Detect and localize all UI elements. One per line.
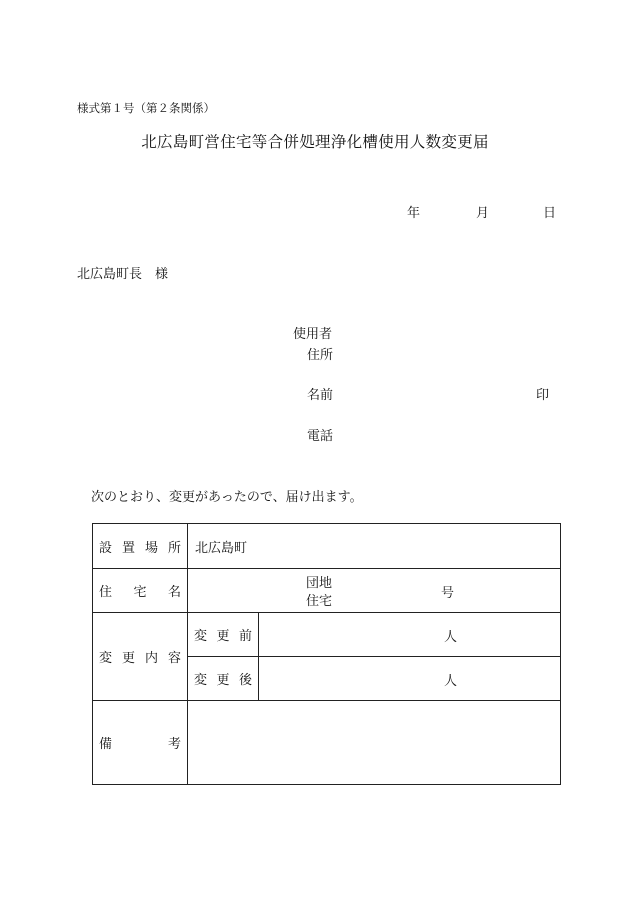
residence-label: 住 宅 名: [93, 569, 188, 613]
user-heading: 使用者: [293, 327, 333, 342]
before-label: 変 更 前: [188, 613, 259, 657]
jutaku-label: 住宅: [306, 594, 333, 609]
change-label: 変 更 内 容: [93, 613, 188, 701]
form-table: [92, 523, 561, 785]
seal-mark: 印: [536, 388, 550, 403]
residence-value[interactable]: [188, 569, 561, 613]
date-year-label: 年: [407, 206, 421, 221]
danchi-label: 団地: [306, 576, 333, 591]
location-label: 設 置 場 所: [93, 524, 188, 569]
person-unit-after: 人: [444, 674, 458, 689]
intro-text: 次のとおり、変更があったので、届け出ます。: [91, 490, 363, 505]
user-phone-label: 電話: [307, 429, 334, 444]
remarks-value[interactable]: [188, 701, 561, 785]
document-title: 北広島町営住宅等合併処理浄化槽使用人数変更届: [141, 133, 489, 151]
number-unit: 号: [441, 586, 455, 601]
remarks-label: 備 考: [93, 701, 188, 785]
date-month-label: 月: [476, 206, 490, 221]
remarks-row: [93, 701, 561, 785]
after-label: 変 更 後: [188, 657, 259, 701]
location-value[interactable]: 北広島町: [188, 524, 561, 569]
change-before-row: [93, 613, 561, 657]
residence-row: [93, 569, 561, 613]
addressee: 北広島町長 様: [77, 267, 169, 282]
form-number: 様式第１号（第２条関係）: [77, 101, 215, 115]
user-address-label: 住所: [307, 348, 334, 363]
person-unit-before: 人: [444, 630, 458, 645]
date-day-label: 日: [543, 206, 557, 221]
before-count-value[interactable]: [259, 613, 561, 657]
location-row: [93, 524, 561, 569]
user-name-label: 名前: [307, 388, 334, 403]
after-count-value[interactable]: [259, 657, 561, 701]
